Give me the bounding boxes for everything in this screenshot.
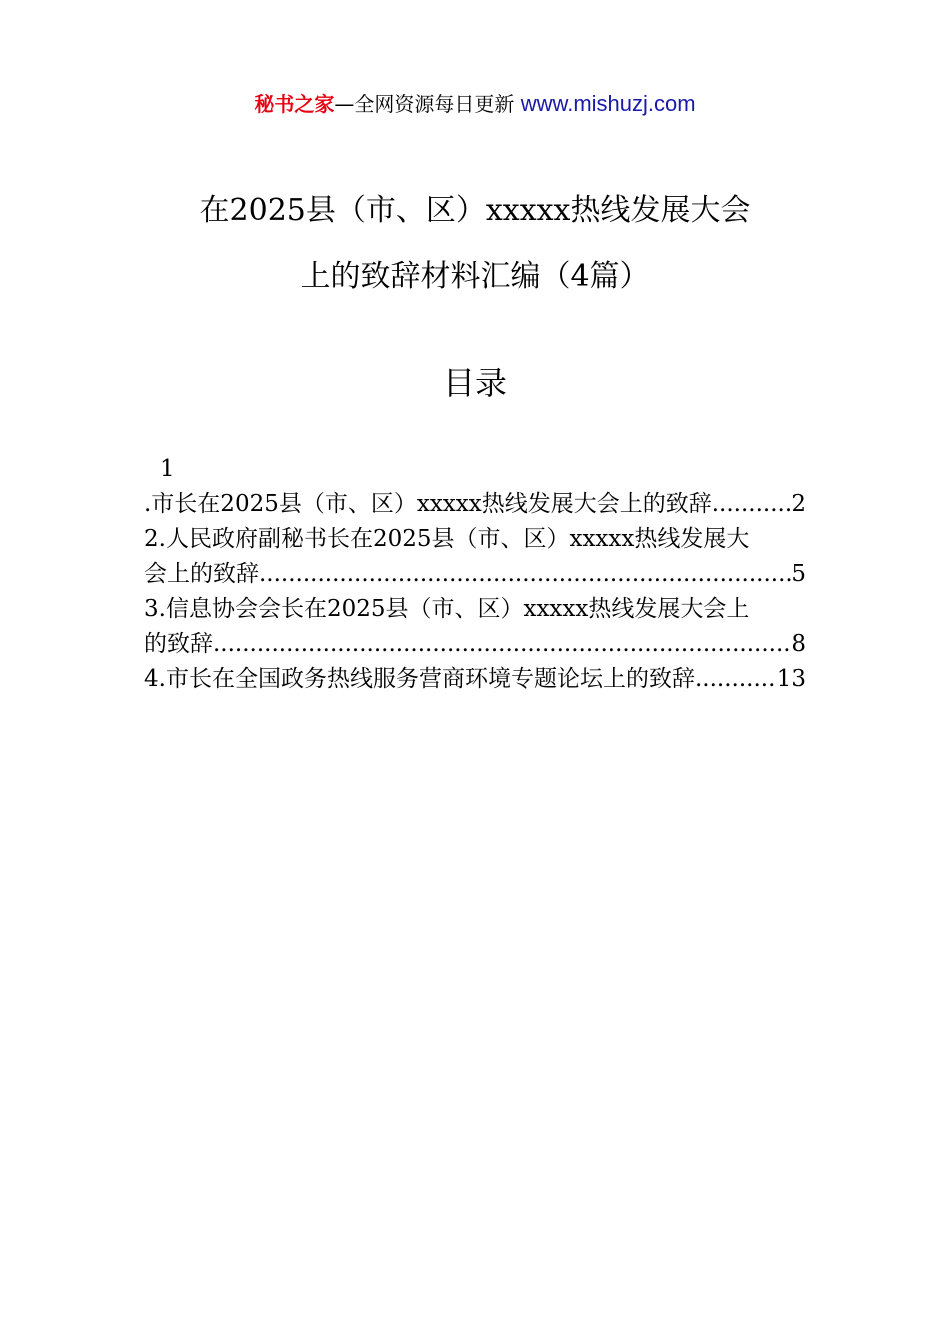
toc-entry-2-text-line2: 会上的致辞	[144, 561, 259, 587]
toc-entry-1-page: 2	[791, 491, 806, 517]
toc-leader-dots	[695, 662, 777, 697]
table-of-contents	[144, 452, 806, 697]
site-banner	[0, 88, 950, 120]
brand-name: 秘书之家	[254, 92, 335, 116]
toc-leader-dots	[259, 557, 791, 592]
banner-tagline: —全网资源每日更新	[334, 92, 515, 116]
toc-entry-4-text: 4.市长在全国政务热线服务营商环境专题论坛上的致辞	[144, 666, 695, 692]
toc-entry-3-text-line1: 3.信息协会会长在2025县（市、区）xxxxx热线发展大会上	[144, 596, 750, 622]
toc-entry-2[interactable]	[144, 522, 806, 592]
title-line-2: 上的致辞材料汇编（4篇）	[300, 259, 650, 294]
toc-entry-3-text-line2: 的致辞	[144, 631, 213, 657]
toc-entry-2-page: 5	[791, 561, 806, 587]
toc-entry-1[interactable]	[144, 452, 806, 522]
toc-heading: 目录	[442, 364, 507, 402]
toc-leader-dots	[213, 627, 791, 662]
toc-entry-4[interactable]	[144, 662, 806, 697]
toc-entry-1-text: .市长在2025县（市、区）xxxxx热线发展大会上的致辞	[144, 491, 712, 517]
toc-entry-1-number: 1	[160, 456, 175, 482]
title-line-1: 在2025县（市、区）xxxxx热线发展大会	[199, 193, 751, 228]
toc-entry-3[interactable]	[144, 592, 806, 662]
toc-entry-2-text-line1: 2.人民政府副秘书长在2025县（市、区）xxxxx热线发展大	[144, 526, 750, 552]
document-title	[100, 178, 850, 310]
toc-entry-4-page: 13	[776, 666, 806, 692]
toc-leader-dots	[712, 487, 792, 522]
toc-entry-3-page: 8	[791, 631, 806, 657]
site-url-link[interactable]: www.mishuzj.com	[520, 91, 696, 116]
